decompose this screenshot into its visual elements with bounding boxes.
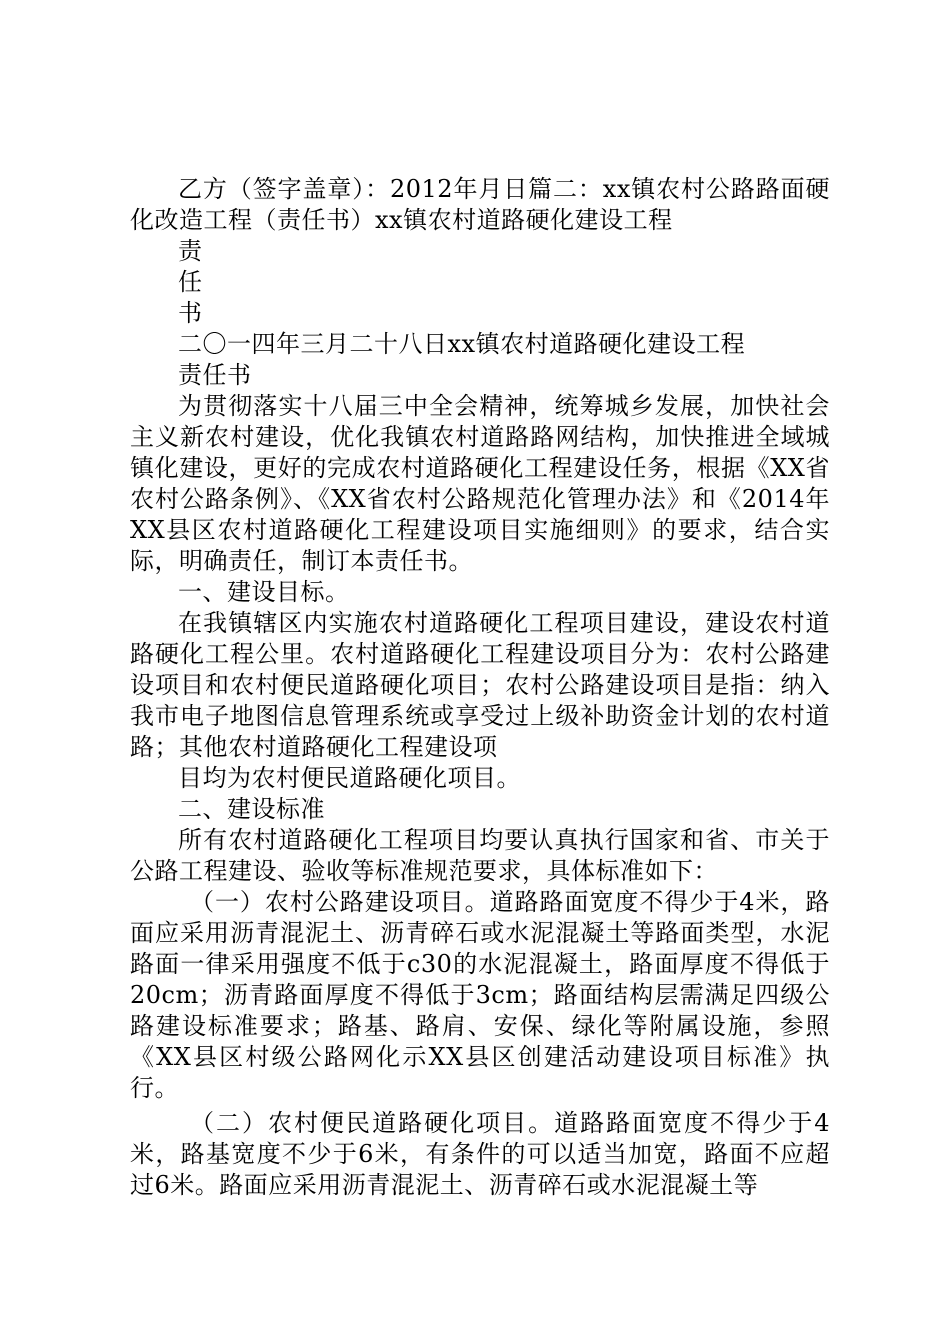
- paragraph: 为贯彻落实十八届三中全会精神，统筹城乡发展，加快社会主义新农村建设，优化我镇农村道路路网结构，加快推进全域城镇化建设，更好的完成农村道路硬化工程建设任务，根据《XX省农村公路条例》、《XX省农村公路规范化管理办法》和《2014年XX县区农村道路硬化工程建设项目实施细则》的要求，结合实际，明确责任，制订本责任书。: [130, 392, 830, 575]
- paragraph: 责: [178, 237, 203, 265]
- paragraph: 书: [178, 299, 203, 327]
- paragraph: 责任书: [178, 361, 252, 389]
- paragraph: 任: [178, 268, 203, 296]
- paragraph: 乙方（签字盖章）：2012年月日篇二：xx镇农村公路路面硬化改造工程（责任书）xx镇农村道路硬化建设工程: [130, 175, 830, 234]
- section-heading: 一、建设目标。: [178, 578, 350, 606]
- paragraph: 所有农村道路硬化工程项目均要认真执行国家和省、市关于公路工程建设、验收等标准规范要求，具体标准如下：: [130, 826, 830, 885]
- paragraph: 二〇一四年三月二十八日xx镇农村道路硬化建设工程: [178, 330, 746, 358]
- paragraph: （二）农村便民道路硬化项目。道路路面宽度不得少于4米，路基宽度不少于6米，有条件的可以适当加宽，路面不应超过6米。路面应采用沥青混泥土、沥青碎石或水泥混凝土等: [130, 1109, 830, 1199]
- document-body: [130, 174, 830, 1201]
- section-heading: 二、建设标准: [178, 795, 325, 823]
- paragraph: （一）农村公路建设项目。道路路面宽度不得少于4米，路面应采用沥青混泥土、沥青碎石或水泥混凝土等路面类型，水泥路面一律采用强度不低于c30的水泥混凝土，路面厚度不得低于20cm；沥青路面厚度不得低于3cm；路面结构层需满足四级公路建设标准要求；路基、路肩、安保、绿化等附属设施，参照《XX县区村级公路网化示XX县区创建活动建设项目标准》执行。: [130, 888, 830, 1102]
- paragraph: 在我镇辖区内实施农村道路硬化工程项目建设，建设农村道路硬化工程公里。农村道路硬化工程建设项目分为：农村公路建设项目和农村便民道路硬化项目；农村公路建设项目是指：纳入我市电子地图信息管理系统或享受过上级补助资金计划的农村道路；其他农村道路硬化工程建设项: [130, 609, 830, 761]
- paragraph: 目均为农村便民道路硬化项目。: [178, 764, 521, 792]
